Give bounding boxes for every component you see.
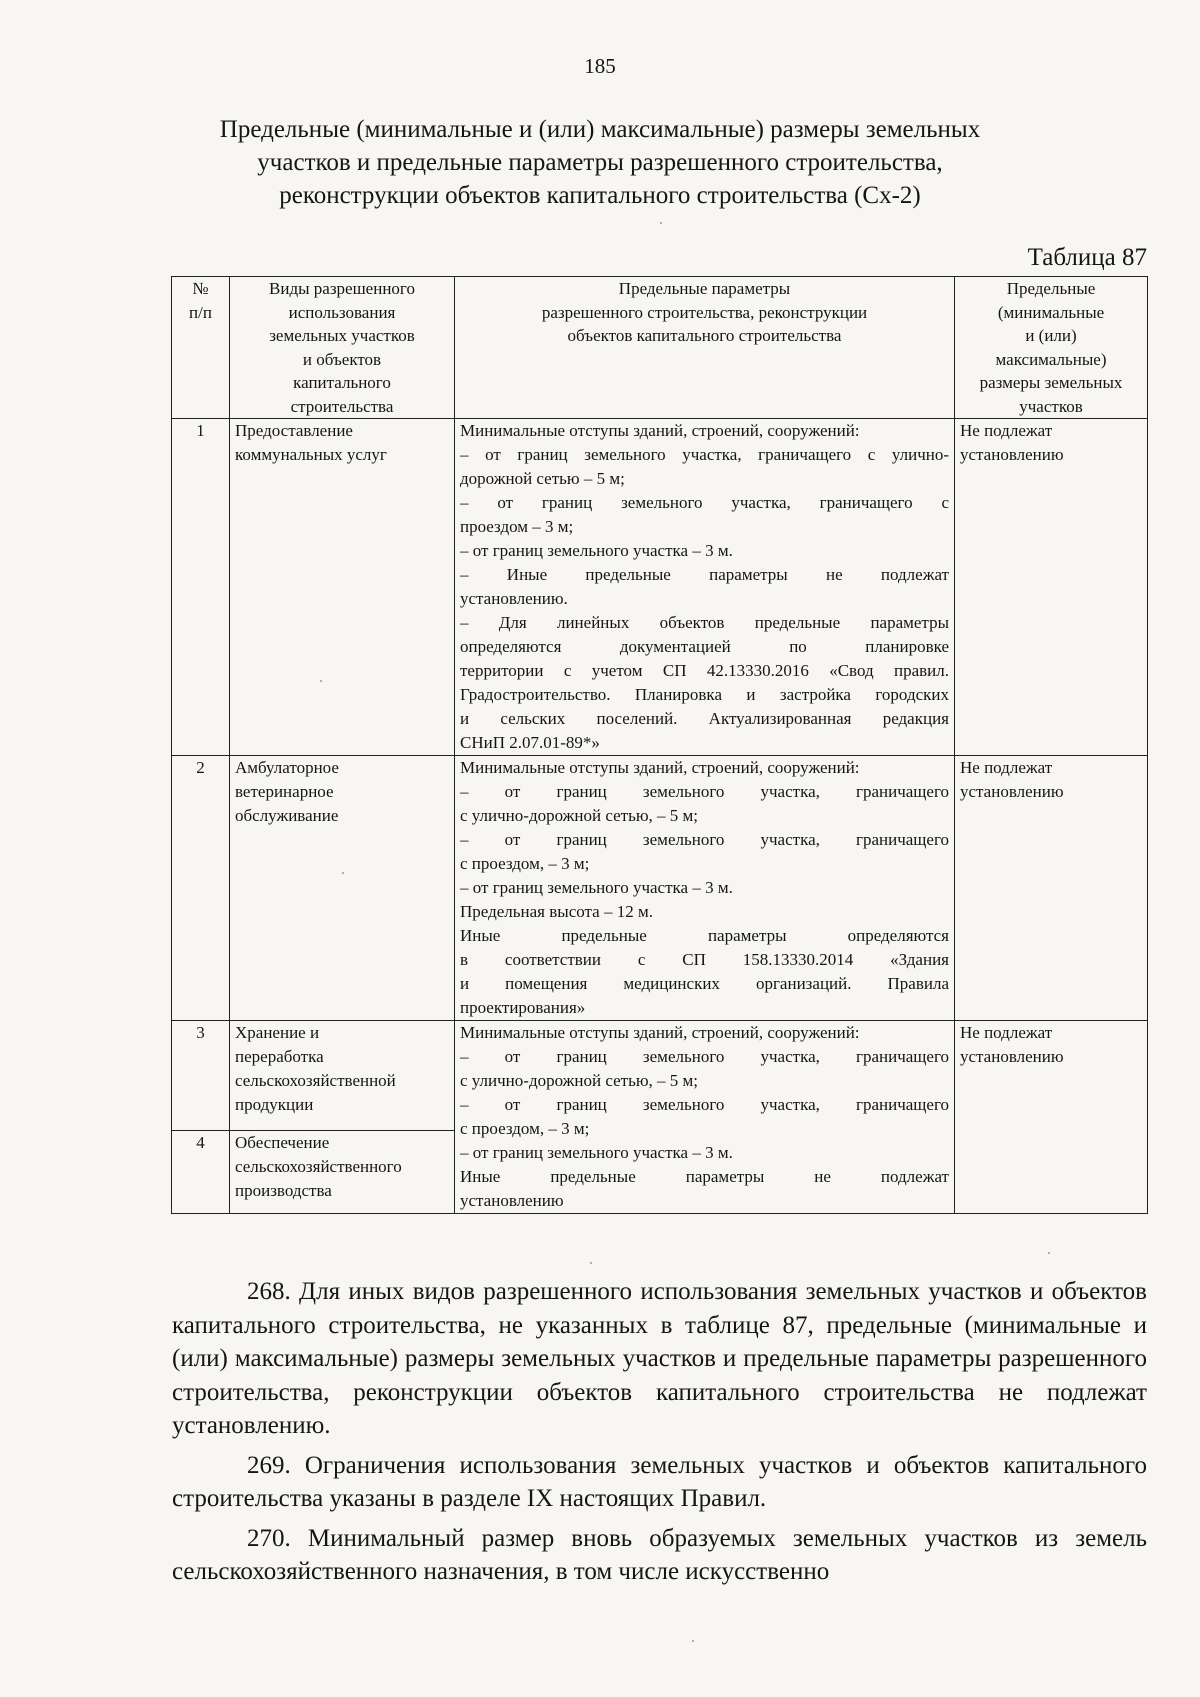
row-parameters: Минимальные отступы зданий, строений, сооружений: – от границ земельного участка, граничащего с улично-дорожной сетью, – 5 м; – от границ земельного участка, граничащего с проездом, – 3 м; – от границ земельного участка – 3 м. Иные предельные параметры не подлежат установлению — [455, 1021, 955, 1214]
title-line: реконструкции объектов капитального строительства (Сх-2) — [279, 182, 921, 209]
row-plot-sizes: Не подлежат установлению — [955, 1021, 1148, 1214]
header-use-kind: Виды разрешенного использования земельных участков и объектов капитального строительства — [230, 277, 455, 419]
scan-speck — [320, 680, 322, 682]
scan-speck — [692, 1640, 694, 1642]
row-use-kind: Хранение и переработка сельскохозяйственной продукции — [230, 1021, 455, 1131]
paragraph-268: 268. Для иных видов разрешенного использования земельных участков и объектов капитального строительства, не указанных в таблице 87, предельные (минимальные и (или) максимальные) размеры земельных участков и предельные параметры разрешенного строительства, реконструкции объектов капитального строительства не подлежат установлению. — [172, 1278, 1147, 1439]
row-use-kind: Предоставление коммунальных услуг — [230, 419, 455, 756]
parameters-table — [171, 276, 1148, 1214]
row-plot-sizes: Не подлежат установлению — [955, 419, 1148, 756]
page-number: 185 — [584, 54, 616, 78]
table-row — [172, 756, 1148, 1021]
row-number: 4 — [172, 1131, 230, 1214]
scan-speck — [660, 222, 662, 224]
row-plot-sizes: Не подлежат установлению — [955, 756, 1148, 1021]
row-number: 3 — [172, 1021, 230, 1131]
body-text — [172, 1275, 1147, 1589]
document-title — [150, 113, 1050, 212]
title-line: Предельные (минимальные и (или) максимальные) размеры земельных — [219, 116, 981, 143]
scan-speck — [1048, 1252, 1050, 1254]
row-use-kind: Обеспечение сельскохозяйственного производства — [230, 1131, 455, 1214]
table-caption: Таблица 87 — [1027, 244, 1147, 271]
paragraph-270: 270. Минимальный размер вновь образуемых земельных участков из земель сельскохозяйственного назначения, в том числе искусственно — [172, 1524, 1147, 1585]
row-number: 2 — [172, 756, 230, 1021]
row-use-kind: Амбулаторное ветеринарное обслуживание — [230, 756, 455, 1021]
row-parameters: Минимальные отступы зданий, строений, сооружений: – от границ земельного участка, граничащего с улично- дорожной сетью – 5 м; – от границ земельного участка, граничащего с проездом – 3 м; – от границ земельного участка – 3 м. – Иные предельные параметры не подлежат установлению. – Для линейных объектов предельные параметры определяются документацией по планировке территории с учетом СП 42.13330.2016 «Свод правил. Градостроительство. Планировка и застройка городских и сельских поселений. Актуализированная редакция СНиП 2.07.01-89*» — [455, 419, 955, 756]
row-number: 1 — [172, 419, 230, 756]
header-parameters: Предельные параметры разрешенного строительства, реконструкции объектов капитального строительства — [455, 277, 955, 419]
title-line: участков и предельные параметры разрешенного строительства, — [257, 149, 943, 176]
table-header-row — [172, 277, 1148, 419]
table-row — [172, 1021, 1148, 1131]
header-number: № п/п — [172, 277, 230, 419]
header-plot-sizes: Предельные (минимальные и (или) максимальные) размеры земельных участков — [955, 277, 1148, 419]
scan-speck — [342, 872, 344, 874]
scan-speck — [590, 1262, 592, 1264]
paragraph-269: 269. Ограничения использования земельных участков и объектов капитального строительства указаны в разделе IX настоящих Правил. — [172, 1451, 1147, 1512]
table-row — [172, 419, 1148, 756]
row-parameters: Минимальные отступы зданий, строений, сооружений: – от границ земельного участка, граничащего с улично-дорожной сетью, – 5 м; – от границ земельного участка, граничащего с проездом, – 3 м; – от границ земельного участка – 3 м. Предельная высота – 12 м. Иные предельные параметры определяются в соответствии с СП 158.13330.2014 «Здания и помещения медицинских организаций. Правила проектирования» — [455, 756, 955, 1021]
